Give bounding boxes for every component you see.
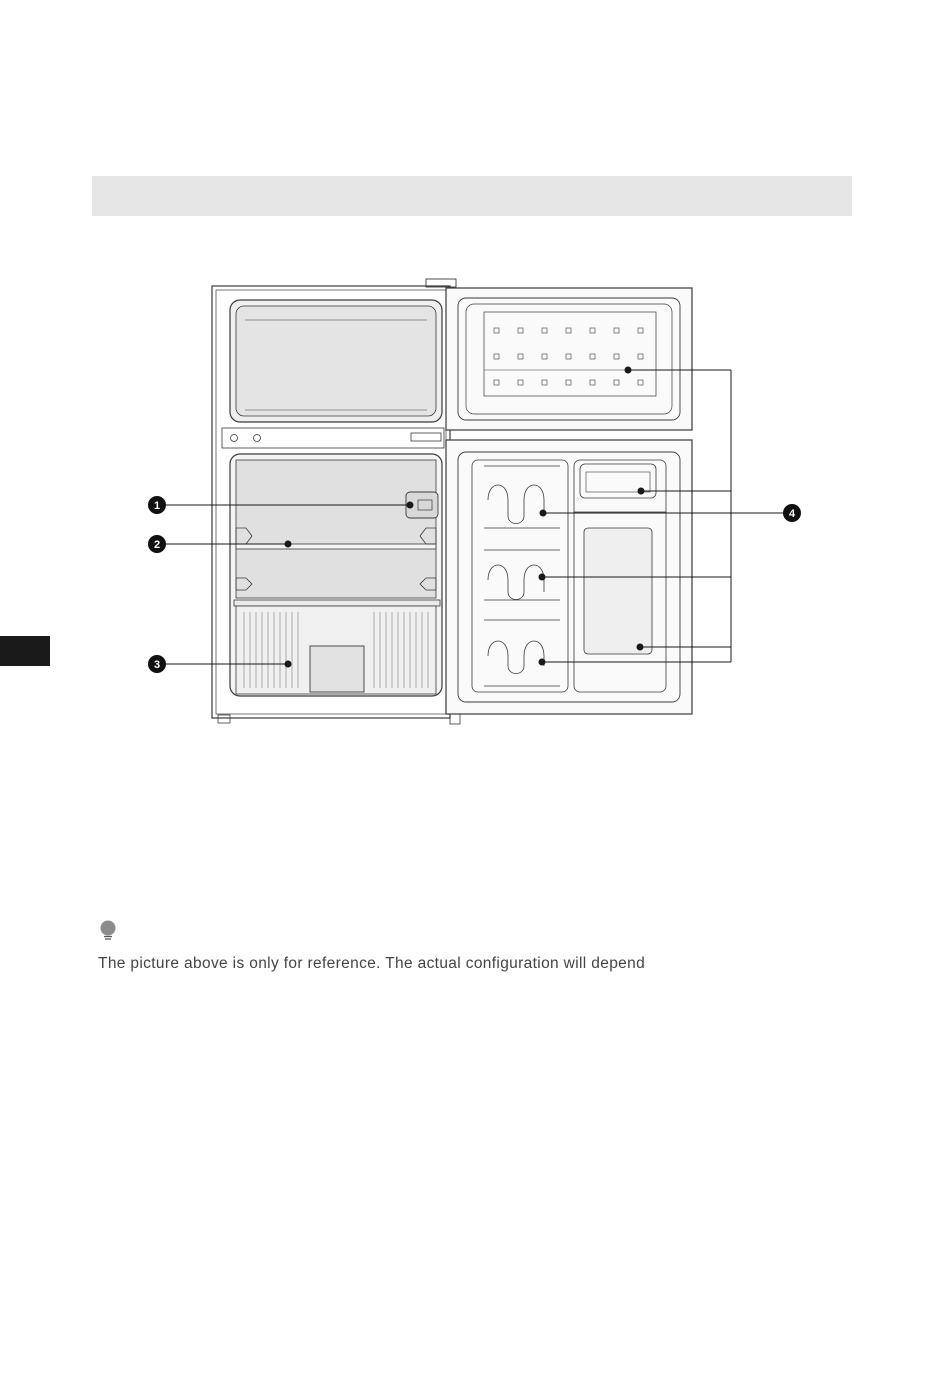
callout-4-label: 4: [788, 508, 796, 520]
glass-shelf: [236, 544, 436, 549]
note-text: The picture above is only for reference. The actual configuration will depend: [98, 955, 646, 972]
callout-2: [148, 535, 166, 553]
door-bin-tall: [584, 528, 652, 654]
fridge-compartment: [230, 454, 442, 696]
callout-3-label: 3: [153, 659, 161, 671]
callout-1: [148, 496, 166, 514]
callout-1-label: 1: [153, 500, 161, 512]
freezer-compartment: [230, 300, 442, 422]
lightbulb-icon: [98, 920, 118, 942]
callout-4: [783, 504, 801, 522]
callout-2-label: 2: [153, 539, 161, 551]
freezer-door: [446, 288, 692, 430]
callout-3: [148, 655, 166, 673]
